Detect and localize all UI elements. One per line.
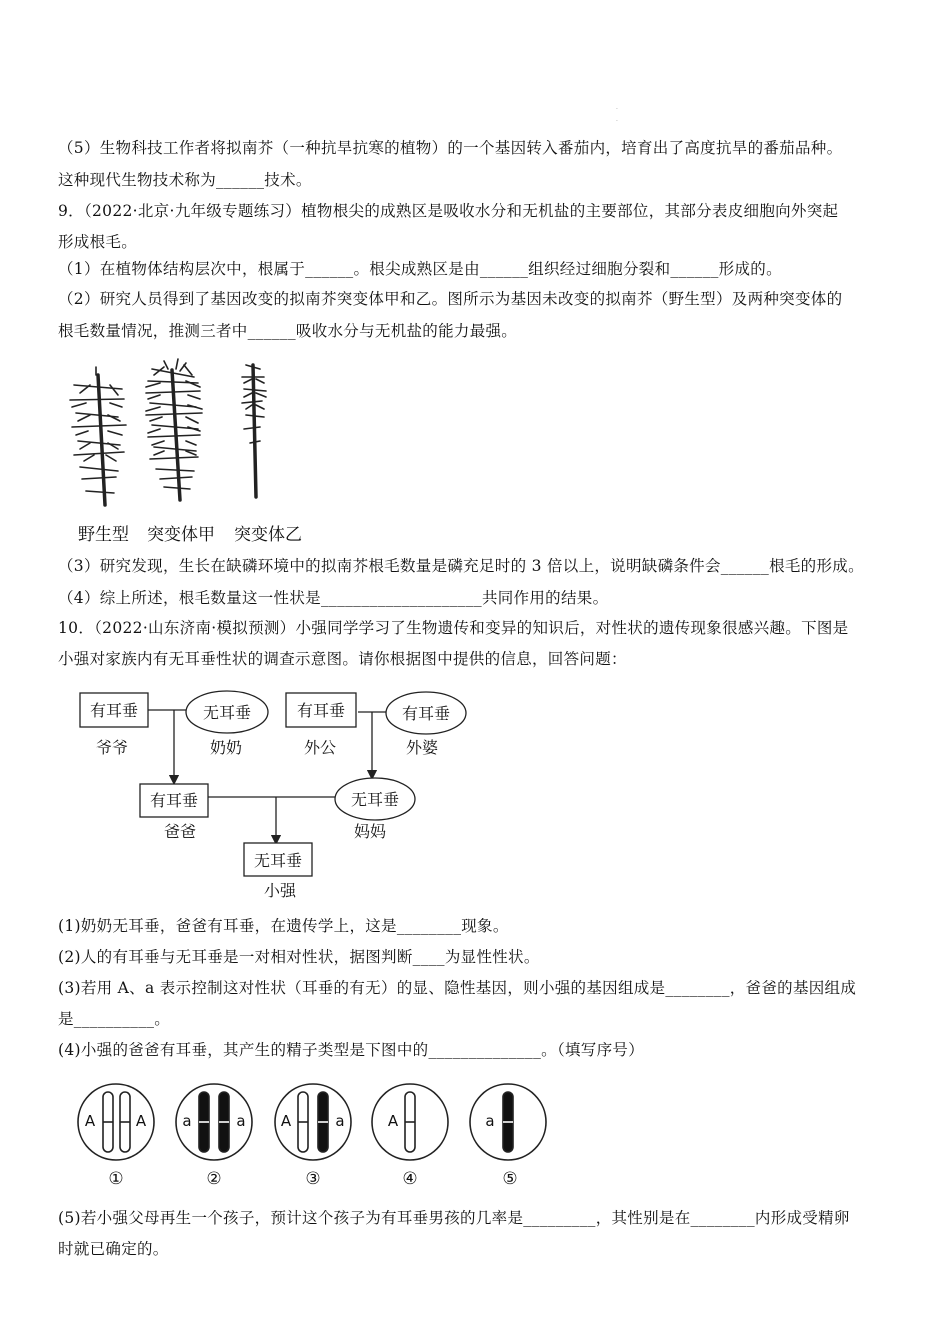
mutant-a-root-drawing [146, 359, 202, 500]
q9-part2-line1: （2）研究人员得到了基因改变的拟南芥突变体甲和乙。图所示为基因未改变的拟南芥（野生型）及两种突变体的 [58, 290, 843, 308]
pedigree-diagram [70, 685, 480, 905]
q9-part1: （1）在植物体结构层次中，根属于______。根尖成熟区是由______组织经过细胞分裂和______形成的。 [58, 260, 782, 278]
q9-stem-line2: 形成根毛。 [58, 233, 138, 251]
sperm-cells-figure [70, 1080, 560, 1192]
mutant-b-root-drawing [242, 365, 266, 497]
child-trait: 无耳垂 [253, 851, 303, 870]
q8-part5-line2: 这种现代生物技术称为______技术。 [58, 171, 312, 189]
cell-5-left-gene: a [485, 1112, 495, 1130]
q10-q5-line1: (5)若小强父母再生一个孩子，预计这个孩子为有耳垂男孩的几率是_________，其性别是在________内形成受精卵 [58, 1209, 850, 1227]
cell-5-number: ⑤ [502, 1169, 518, 1189]
cell-1-left-gene: A [84, 1112, 96, 1130]
mother-name: 妈妈 [353, 822, 387, 841]
child-name: 小强 [263, 881, 297, 900]
cell-4-left-gene: A [387, 1112, 399, 1130]
mgrandpa-trait: 有耳垂 [296, 701, 346, 720]
father-trait: 有耳垂 [149, 791, 199, 810]
cell-1-number: ① [108, 1169, 124, 1189]
grandma-trait: 无耳垂 [202, 703, 252, 722]
q9-part3: （3）研究发现，生长在缺磷环境中的拟南芥根毛数量是磷充足时的 3 倍以上，说明缺磷条件会______根毛的形成。 [58, 557, 864, 575]
q10-q4: (4)小强的爸爸有耳垂，其产生的精子类型是下图中的______________。（填写序号） [58, 1041, 645, 1059]
header-marks: · · [616, 106, 618, 125]
label-mutant-a: 突变体甲 [147, 525, 215, 545]
q9-part2-line2: 根毛数量情况，推测三者中______吸收水分与无机盐的能力最强。 [58, 322, 518, 340]
q9-part4: （4）综上所述，根毛数量这一性状是____________________共同作用的结果。 [58, 589, 609, 607]
cell-5 [470, 1084, 546, 1160]
cell-2-left-gene: a [182, 1112, 192, 1130]
label-mutant-b: 突变体乙 [234, 525, 302, 545]
cell-3-right-gene: a [335, 1112, 345, 1130]
q10-q2: (2)人的有耳垂与无耳垂是一对相对性状，据图判断____为显性性状。 [58, 948, 540, 966]
mgrandpa-name: 外公 [303, 738, 337, 757]
q10-stem-line1: 10．（2022·山东济南·模拟预测）小强同学学习了生物遗传和变异的知识后，对性状的遗传现象很感兴趣。下图是 [58, 619, 849, 637]
father-name: 爸爸 [163, 822, 197, 841]
q9-stem-line1: 9．（2022·北京·九年级专题练习）植物根尖的成熟区是吸收水分和无机盐的主要部位，其部分表皮细胞向外突起 [58, 202, 839, 220]
grandpa-trait: 有耳垂 [89, 701, 139, 720]
q10-q3-line2: 是__________。 [58, 1010, 171, 1028]
mgrandma-trait: 有耳垂 [401, 704, 451, 723]
q10-q5-line2: 时就已确定的。 [58, 1240, 169, 1258]
cell-2-number: ② [206, 1169, 222, 1189]
mother-trait: 无耳垂 [350, 790, 400, 809]
q8-part5-line1: （5）生物科技工作者将拟南芥（一种抗旱抗寒的植物）的一个基因转入番茄内，培育出了高度抗旱的番茄品种。 [58, 139, 843, 157]
cell-4-number: ④ [402, 1169, 418, 1189]
grandma-name: 奶奶 [209, 738, 243, 757]
cell-3-number: ③ [305, 1169, 321, 1189]
cell-3-left-gene: A [280, 1112, 292, 1130]
label-wild-type: 野生型 [78, 525, 129, 545]
cell-2-right-gene: a [236, 1112, 246, 1130]
q10-q3-line1: (3)若用 A、a 表示控制这对性状（耳垂的有无）的显、隐性基因，则小强的基因组成是________，爸爸的基因组成 [58, 979, 857, 997]
q10-stem-line2: 小强对家族内有无耳垂性状的调查示意图。请你根据图中提供的信息，回答问题： [58, 650, 627, 668]
cell-4 [372, 1084, 448, 1160]
mgrandma-name: 外婆 [405, 738, 439, 757]
q10-q1: (1)奶奶无耳垂，爸爸有耳垂，在遗传学上，这是________现象。 [58, 917, 509, 935]
wild-type-root-drawing [70, 367, 126, 505]
grandpa-name: 爷爷 [95, 738, 129, 757]
cell-1-right-gene: A [135, 1112, 147, 1130]
